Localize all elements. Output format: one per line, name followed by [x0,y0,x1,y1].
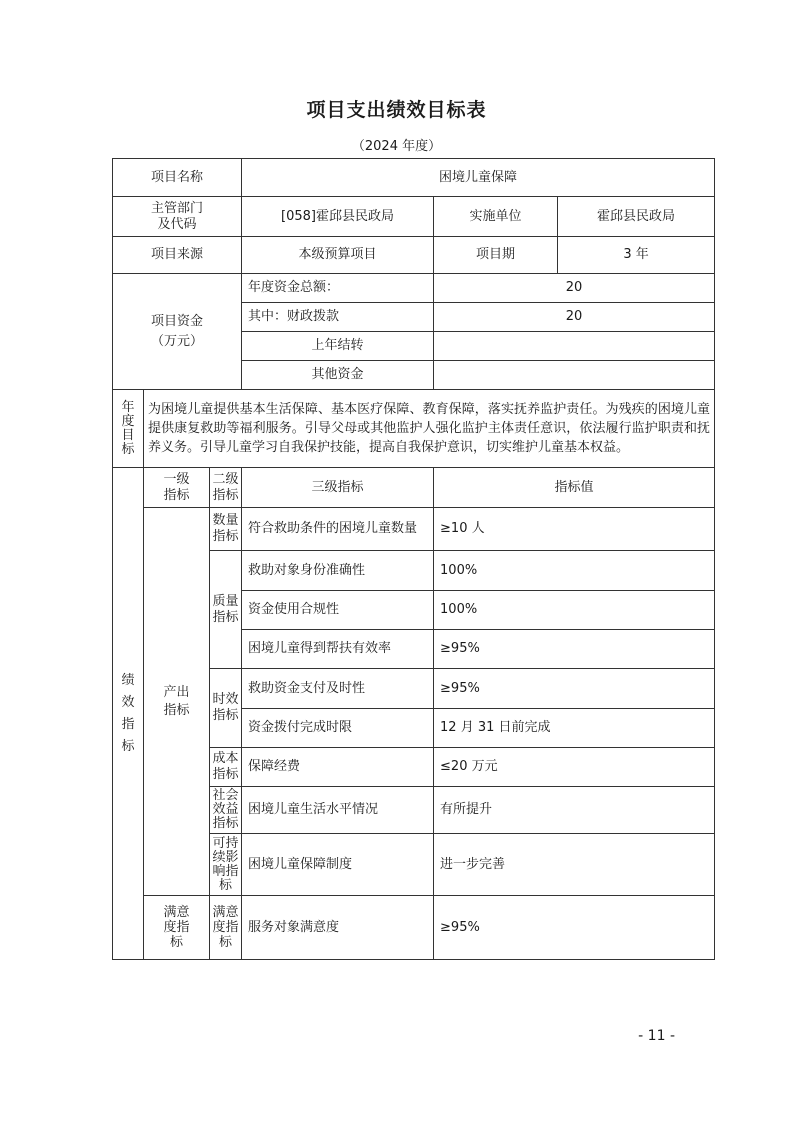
indicator-value: 有所提升 [434,787,715,834]
page-title: 项目支出绩效目标表 [306,99,487,121]
funds-total-value: 20 [434,274,715,303]
indicator-name: 困境儿童得到帮扶有效率 [242,630,434,669]
quantity-indicators-label: 数量 指标 [210,508,242,551]
funds-fiscal-value: 20 [434,303,715,332]
indicator-value-header: 指标值 [434,468,715,508]
impl-unit-label: 实施单位 [434,197,558,237]
quality-indicators-label: 质量 指标 [210,551,242,669]
indicator-name: 保障经费 [242,748,434,787]
level3-header: 三级指标 [242,468,434,508]
sustainable-impact-indicators-label: 可持 续影 响指 标 [210,834,242,896]
source-label: 项目来源 [113,237,242,274]
indicator-name: 救助资金支付及时性 [242,669,434,709]
annual-goal-label: 年 度 目 标 [113,390,144,468]
timeliness-indicators-label: 时效 指标 [210,669,242,748]
indicator-value: 100% [434,551,715,591]
annual-goal-text: 为困境儿童提供基本生活保障、基本医疗保障、教育保障，落实抚养监护责任。为残疾的困境儿童提供康复救助等福利服务。引导父母或其他监护人强化监护主体责任意识，依法履行监护职责和抚养义务。引导儿童学习自我保护技能，提高自我保护意识，切实维护儿童基本权益。 [144,390,715,468]
indicator-value: 100% [434,591,715,630]
satisfaction-indicators-label: 满意 度指 标 [144,896,210,960]
funds-label: 项目资金 （万元） [113,274,242,390]
period-label: 项目期 [434,237,558,274]
performance-indicators-label: 绩 效 指 标 [113,468,144,960]
indicator-name: 服务对象满意度 [242,896,434,960]
output-indicators-label: 产出 指标 [144,508,210,896]
indicator-value: ≤20 万元 [434,748,715,787]
indicator-value: ≥95% [434,630,715,669]
level2-header: 二级 指标 [210,468,242,508]
source-value: 本级预算项目 [242,237,434,274]
funds-carryover-value [434,332,715,361]
impl-unit-value: 霍邱县民政局 [558,197,715,237]
dept-value: [058]霍邱县民政局 [242,197,434,237]
period-value: 3 年 [558,237,715,274]
indicator-value: ≥95% [434,896,715,960]
level1-header: 一级 指标 [144,468,210,508]
funds-other-value [434,361,715,390]
social-benefit-indicators-label: 社会 效益 指标 [210,787,242,834]
indicator-name: 符合救助条件的困境儿童数量 [242,508,434,551]
indicator-name: 资金使用合规性 [242,591,434,630]
satisfaction-subindicators-label: 满意 度指 标 [210,896,242,960]
indicator-name: 资金拨付完成时限 [242,709,434,748]
dept-label: 主管部门 及代码 [113,197,242,237]
performance-target-table [112,158,715,960]
project-name-value: 困境儿童保障 [242,159,715,197]
page-number: - 11 - [638,1028,675,1044]
indicator-value: ≥95% [434,669,715,709]
indicator-name: 救助对象身份准确性 [242,551,434,591]
indicator-value: 12 月 31 日前完成 [434,709,715,748]
year-note: （2024 年度） [351,139,442,154]
indicator-value: ≥10 人 [434,508,715,551]
indicator-name: 困境儿童保障制度 [242,834,434,896]
funds-carryover-label: 上年结转 [242,332,434,361]
indicator-value: 进一步完善 [434,834,715,896]
cost-indicators-label: 成本 指标 [210,748,242,787]
funds-total-label: 年度资金总额： [242,274,434,303]
funds-other-label: 其他资金 [242,361,434,390]
funds-fiscal-label: 其中：财政拨款 [242,303,434,332]
project-name-label: 项目名称 [113,159,242,197]
indicator-name: 困境儿童生活水平情况 [242,787,434,834]
